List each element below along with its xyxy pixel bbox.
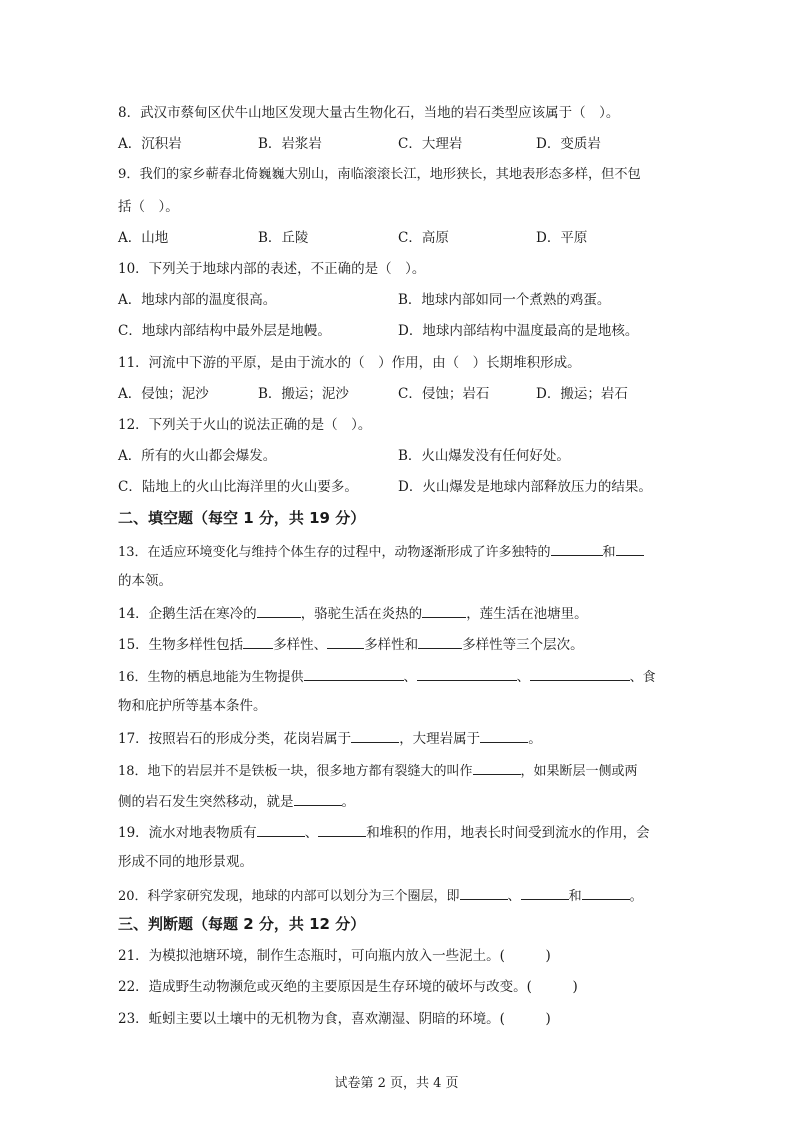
answer-blank[interactable] [521, 885, 569, 900]
q10-option-a: A．地球内部的温度很高。 [118, 292, 277, 308]
q19-text: 和堆积的作用，地表长时间受到流水的作用，会 [366, 825, 650, 841]
q11-option-d: D．搬运；岩石 [536, 386, 628, 402]
q17-text: ，大理岩属于 [399, 731, 481, 747]
question-22: 22．造成野生动物濒危或灭绝的主要原因是生存环境的破坏与改变。( ) [118, 979, 578, 995]
q8-option-a: A．沉积岩 [118, 136, 182, 152]
answer-blank[interactable] [257, 603, 301, 618]
q9-option-d: D．平原 [536, 230, 588, 246]
q14-text: ，骆驼生活在炎热的 [300, 606, 423, 622]
question-16-cont: 物和庇护所等基本条件。 [118, 698, 267, 714]
question-13-cont: 的本领。 [118, 573, 172, 589]
answer-blank[interactable] [616, 541, 644, 556]
q8-option-c: C．大理岩 [398, 136, 463, 152]
question-12-stem: 12．下列关于火山的说法正确的是（ ）。 [118, 417, 372, 433]
q18-text: 侧的岩石发生突然移动，就是 [118, 794, 294, 810]
q20-text: 和 [568, 889, 582, 904]
answer-blank[interactable] [551, 541, 603, 556]
q20-text: 20．科学家研究发现，地球的内部可以划分为三个圈层，即 [118, 889, 460, 904]
q9-option-a: A．山地 [118, 230, 169, 246]
question-16 [118, 666, 656, 687]
answer-blank[interactable] [460, 885, 508, 900]
q17-text: 17．按照岩石的形成分类，花岗岩属于 [118, 731, 352, 747]
q10-option-d: D．地球内部结构中温度最高的是地核。 [398, 323, 639, 339]
question-19-cont: 形成不同的地形景观。 [118, 854, 253, 870]
answer-blank[interactable] [327, 634, 364, 649]
q15-text: 多样性等三个层次。 [462, 637, 584, 653]
answer-blank[interactable] [243, 634, 273, 649]
q15-text: 多样性、 [273, 637, 328, 653]
q10-option-b: B．地球内部如同一个煮熟的鸡蛋。 [398, 292, 611, 308]
q13-text: 和 [602, 545, 616, 560]
q10-option-c: C．地球内部结构中最外层是地幔。 [118, 323, 331, 339]
q12-option-c: C．陆地上的火山比海洋里的火山要多。 [118, 479, 358, 495]
question-18 [118, 760, 638, 781]
question-9-stem: 9．我们的家乡蕲春北倚巍巍大别山，南临滚滚长江，地形狭长，其地表形态多样，但不包 [118, 167, 641, 182]
question-18-cont [118, 791, 355, 811]
answer-blank[interactable] [304, 666, 404, 681]
question-19 [118, 822, 650, 842]
answer-blank[interactable] [318, 822, 366, 837]
q18-text: 。 [341, 794, 355, 810]
q18-text: 18．地下的岩层并不是铁板一块，很多地方都有裂缝大的叫作 [118, 764, 473, 779]
question-14 [118, 603, 588, 623]
section-3-heading: 三、判断题（每题 2 分，共 12 分） [118, 915, 366, 933]
page-footer: 试卷第 2 页，共 4 页 [334, 1076, 459, 1091]
question-8-stem: 8．武汉市蔡甸区伏牛山地区发现大量古生物化石，当地的岩石类型应该属于（ ）。 [118, 105, 620, 121]
question-13 [118, 541, 644, 562]
answer-blank[interactable] [417, 666, 517, 681]
q12-option-d: D．火山爆发是地球内部释放压力的结果。 [398, 479, 652, 495]
question-10-stem: 10．下列关于地球内部的表述，不正确的是（ ）。 [118, 261, 426, 277]
q12-option-a: A．所有的火山都会爆发。 [118, 448, 277, 464]
q15-text: 多样性和 [364, 637, 419, 653]
question-21: 21．为模拟池塘环境，制作生态瓶时，可向瓶内放入一些泥土。( ) [118, 948, 551, 964]
answer-blank[interactable] [257, 822, 305, 837]
answer-blank[interactable] [473, 760, 521, 775]
q9-option-b: B．丘陵 [258, 230, 309, 246]
q9-option-c: C．高原 [398, 230, 449, 246]
answer-blank[interactable] [422, 603, 466, 618]
answer-blank[interactable] [530, 666, 630, 681]
q8-option-b: B．岩浆岩 [258, 136, 322, 152]
question-17 [118, 728, 542, 748]
q13-text: 13．在适应环境变化与维持个体生存的过程中，动物逐渐形成了许多独特的 [118, 545, 551, 560]
q16-text: 16．生物的栖息地能为生物提供 [118, 670, 304, 685]
q17-text: 。 [528, 731, 542, 747]
q20-text: 、 [507, 889, 521, 904]
q12-option-b: B．火山爆发没有任何好处。 [398, 448, 570, 464]
question-11-stem: 11．河流中下游的平原，是由于流水的（ ）作用，由（ ）长期堆积形成。 [118, 355, 581, 371]
answer-blank[interactable] [480, 728, 528, 743]
q20-text: 。 [629, 889, 643, 904]
answer-blank[interactable] [351, 728, 399, 743]
question-23: 23．蚯蚓主要以土壤中的无机物为食，喜欢潮湿、阴暗的环境。( ) [118, 1011, 551, 1027]
answer-blank[interactable] [418, 634, 462, 649]
question-15 [118, 634, 584, 654]
q16-text: 、 [403, 670, 417, 685]
q14-text: 14．企鹅生活在寒冷的 [118, 606, 257, 622]
answer-blank[interactable] [294, 791, 342, 806]
question-9-stem-cont: 括（ ）。 [118, 199, 179, 215]
section-2-heading: 二、填空题（每空 1 分，共 19 分） [118, 509, 366, 527]
question-20 [118, 885, 643, 906]
answer-blank[interactable] [582, 885, 630, 900]
q11-option-a: A．侵蚀；泥沙 [118, 386, 209, 402]
q11-option-b: B．搬运；泥沙 [258, 386, 349, 402]
q14-text: ，莲生活在池塘里。 [466, 606, 588, 622]
q11-option-c: C．侵蚀；岩石 [398, 386, 490, 402]
q19-text: 19．流水对地表物质有 [118, 825, 257, 841]
q19-text: 、 [304, 825, 319, 841]
q16-text: 、 [516, 670, 530, 685]
q15-text: 15．生物多样性包括 [118, 637, 244, 653]
q16-text: 、食 [629, 670, 656, 685]
q8-option-d: D．变质岩 [536, 136, 601, 152]
q18-text: ，如果断层一侧或两 [520, 764, 638, 779]
